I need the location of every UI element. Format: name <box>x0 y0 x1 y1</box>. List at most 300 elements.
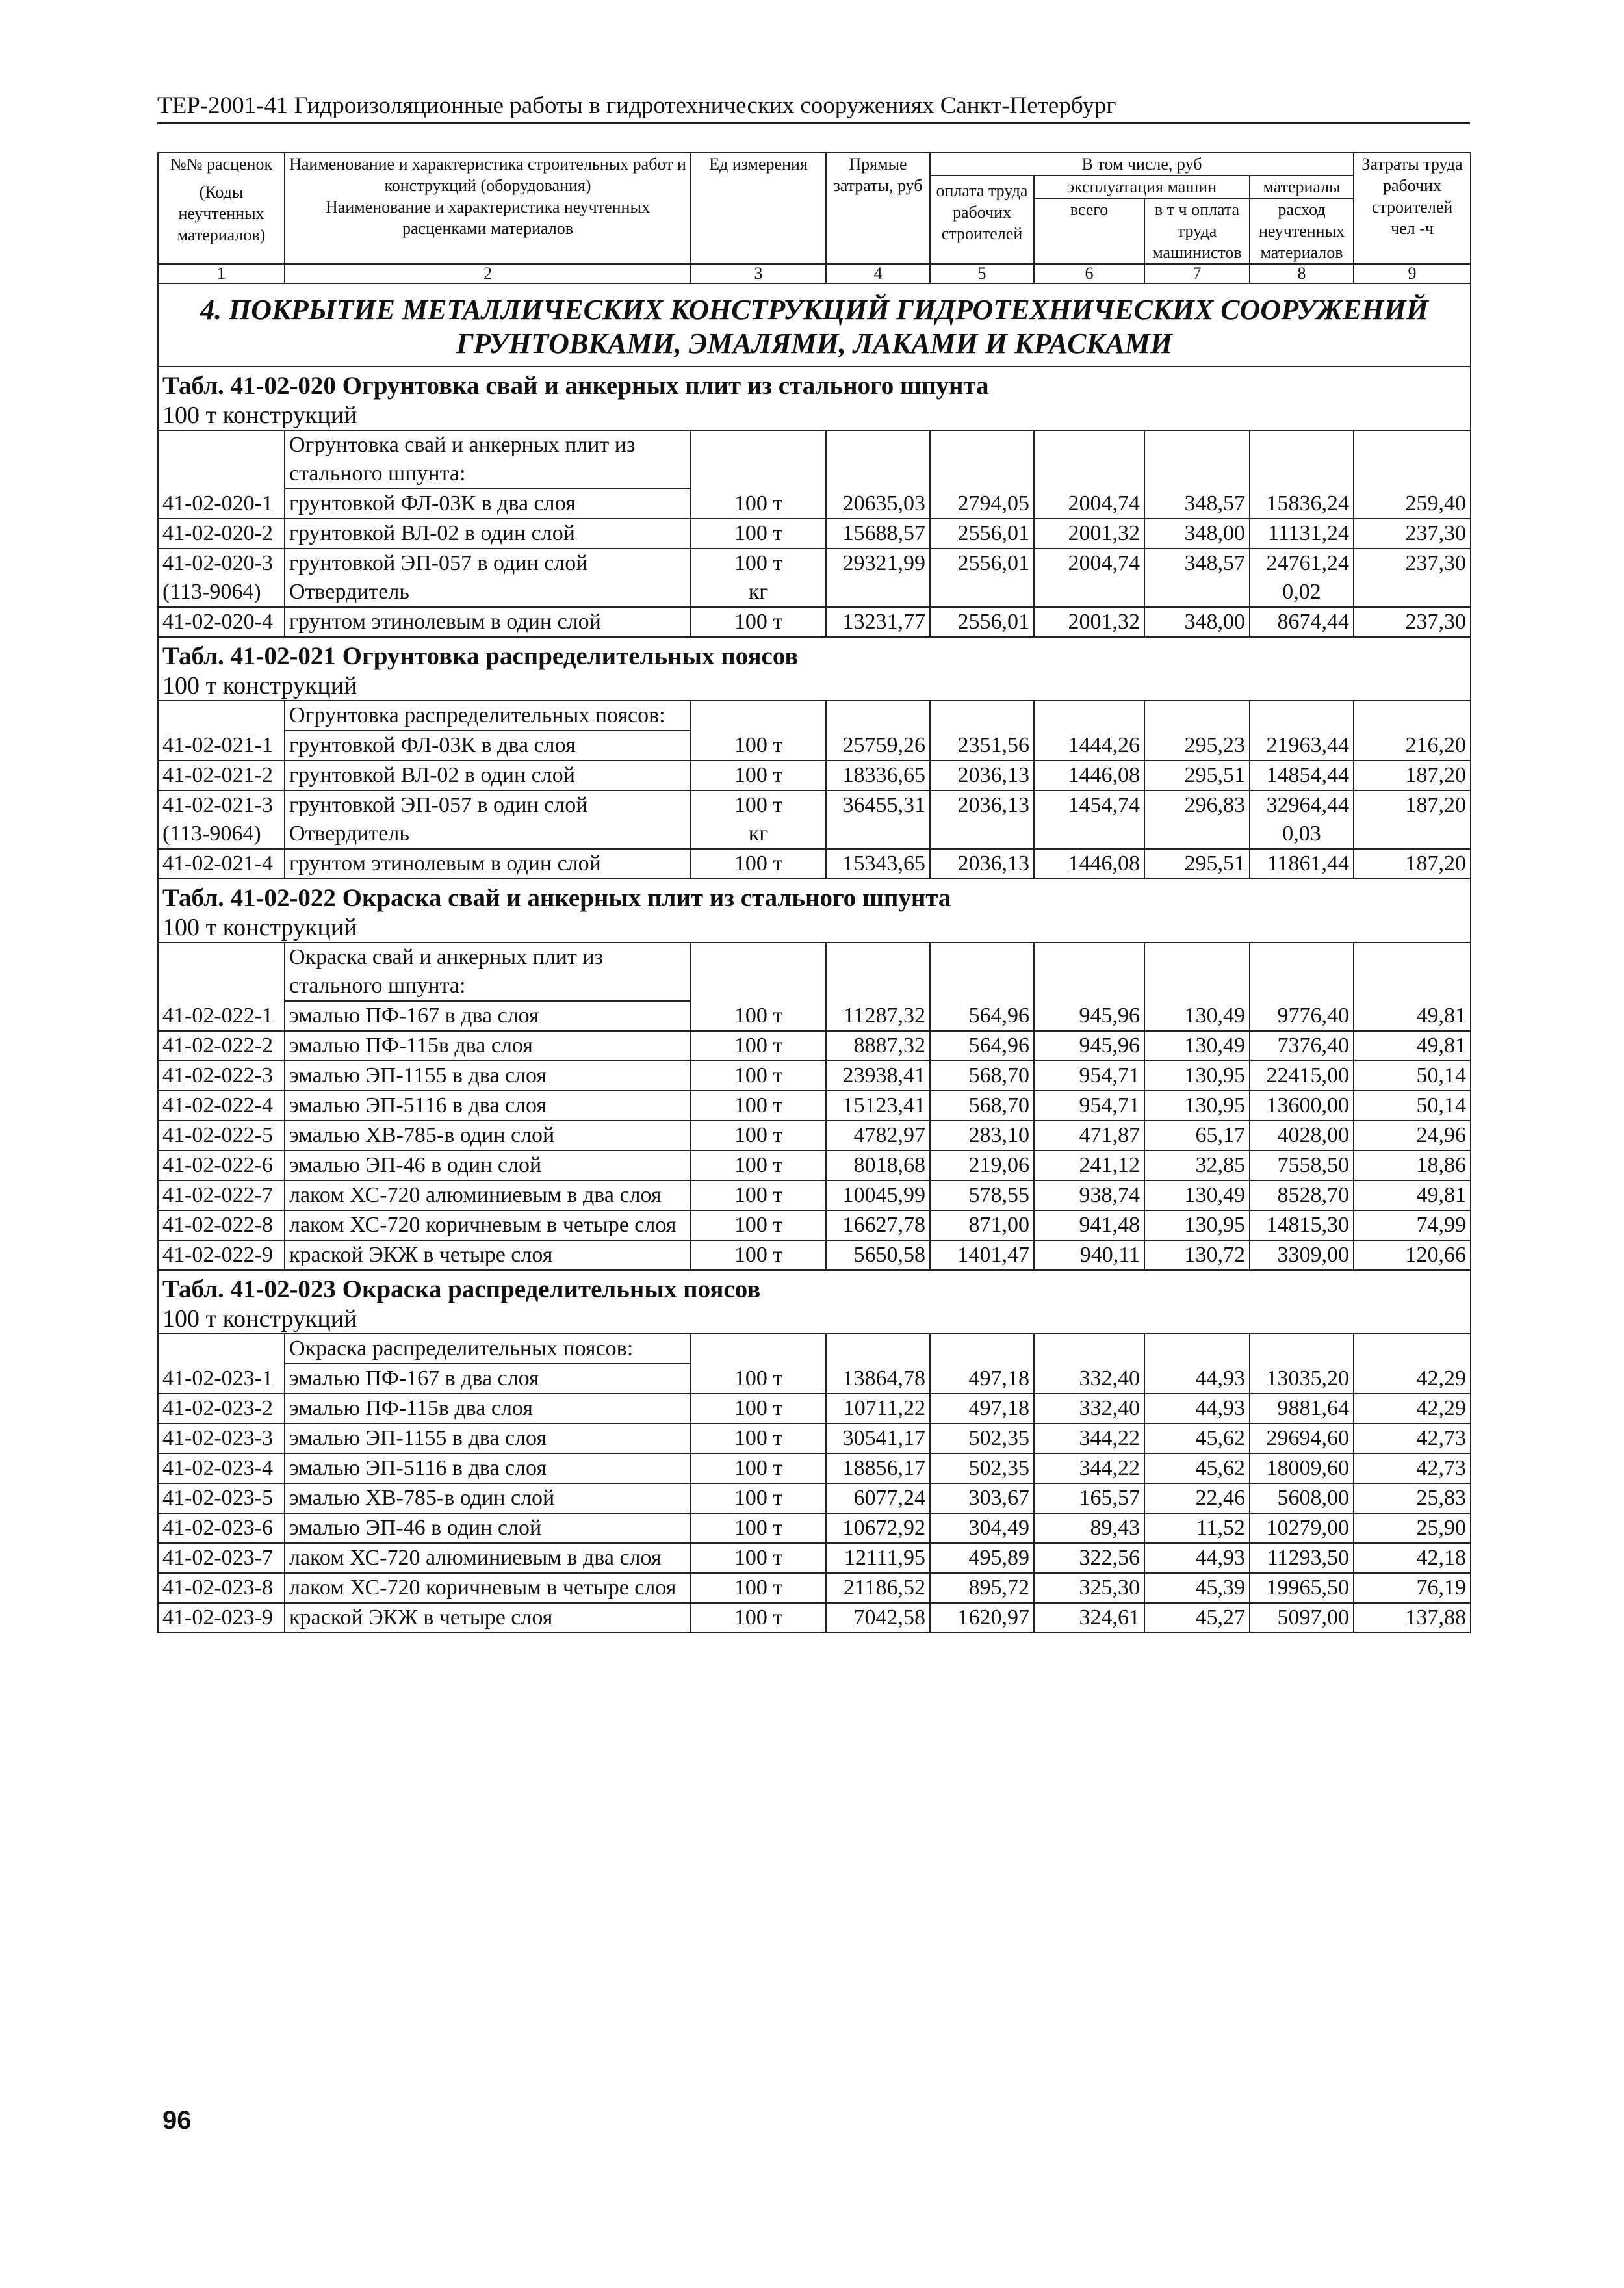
table-unit: 100 т конструкций <box>158 1305 1471 1334</box>
rate-code: 41-02-022-3 <box>158 1061 285 1091</box>
direct-cell: 8887,32 <box>826 1031 930 1061</box>
direct-cell: 15688,57 <box>826 519 930 549</box>
materials-cell: 14815,30 <box>1250 1210 1354 1240</box>
laborpay-cell: 497,18 <box>930 1334 1034 1394</box>
direct-cell: 4782,97 <box>826 1121 930 1150</box>
labor-cell: 49,81 <box>1354 1180 1471 1210</box>
work-name: грунтовкой ЭП-057 в один слой Отвердитель <box>285 790 691 849</box>
work-name: краской ЭКЖ в четыре слоя <box>285 1603 691 1633</box>
group-row <box>158 942 1471 1001</box>
col-unit-header: Ед измерения <box>691 153 826 264</box>
laborpay-cell: 2794,05 <box>930 430 1034 519</box>
rate-code: 41-02-020-4 <box>158 607 285 637</box>
col-machines-header: эксплуатация машин <box>1034 176 1250 198</box>
col-code-header: №№ расценок (Коды неучтенных материалов) <box>158 153 285 264</box>
table-row <box>158 1573 1471 1603</box>
machpay-cell: 45,39 <box>1144 1573 1250 1603</box>
table-row <box>158 1150 1471 1180</box>
table-unit: 100 т конструкций <box>158 671 1471 701</box>
machines-cell: 2004,74 <box>1034 430 1144 519</box>
unit-cell: 100 т кг <box>691 549 826 607</box>
table-row <box>158 1424 1471 1453</box>
table-row <box>158 1240 1471 1270</box>
labor-cell: 216,20 <box>1354 701 1471 760</box>
direct-cell: 15343,65 <box>826 849 930 879</box>
unit-cell: 100 т <box>691 519 826 549</box>
direct-cell: 8018,68 <box>826 1150 930 1180</box>
rate-code: 41-02-022-8 <box>158 1210 285 1240</box>
unit-cell: 100 т <box>691 1543 826 1573</box>
materials-cell: 22415,00 <box>1250 1061 1354 1091</box>
col-incl-header: В том числе, руб <box>930 153 1354 176</box>
unit-cell: 100 т <box>691 1453 826 1483</box>
machpay-cell: 44,93 <box>1144 1543 1250 1573</box>
labor-cell: 50,14 <box>1354 1061 1471 1091</box>
unit-cell: 100 т <box>691 1603 826 1633</box>
labor-cell: 50,14 <box>1354 1091 1471 1121</box>
group-row <box>158 701 1471 731</box>
work-name: эмалью ХВ-785-в один слой <box>285 1483 691 1513</box>
direct-cell: 23938,41 <box>826 1061 930 1091</box>
rate-code: 41-02-022-4 <box>158 1091 285 1121</box>
rates-table <box>157 152 1471 1633</box>
labor-cell: 237,30 <box>1354 519 1471 549</box>
table-title-row <box>158 879 1471 913</box>
table-title-row <box>158 637 1471 671</box>
materials-cell: 9776,40 <box>1250 942 1354 1031</box>
materials-cell: 21963,44 <box>1250 701 1354 760</box>
direct-cell: 13231,77 <box>826 607 930 637</box>
col-num: 1 <box>158 264 285 283</box>
materials-cell: 29694,60 <box>1250 1424 1354 1453</box>
table-row <box>158 849 1471 879</box>
machpay-cell: 130,95 <box>1144 1210 1250 1240</box>
unit-cell: 100 т <box>691 1150 826 1180</box>
machpay-cell: 348,00 <box>1144 519 1250 549</box>
materials-cell: 7376,40 <box>1250 1031 1354 1061</box>
unit-cell: 100 т <box>691 1031 826 1061</box>
work-name: эмалью ХВ-785-в один слой <box>285 1121 691 1150</box>
materials-cell: 19965,50 <box>1250 1573 1354 1603</box>
machpay-cell: 130,49 <box>1144 1180 1250 1210</box>
machines-cell: 941,48 <box>1034 1210 1144 1240</box>
unit-cell: 100 т <box>691 1121 826 1150</box>
rate-code: 41-02-022-7 <box>158 1180 285 1210</box>
unit-cell: 100 т <box>691 760 826 790</box>
materials-cell: 5608,00 <box>1250 1483 1354 1513</box>
direct-cell: 20635,03 <box>826 430 930 519</box>
labor-cell: 237,30 <box>1354 549 1471 607</box>
table-row <box>158 1453 1471 1483</box>
unit-cell: 100 т <box>691 1240 826 1270</box>
labor-cell: 24,96 <box>1354 1121 1471 1150</box>
table-row <box>158 790 1471 849</box>
direct-cell: 10045,99 <box>826 1180 930 1210</box>
materials-cell: 24761,24 0,02 <box>1250 549 1354 607</box>
unit-cell: 100 т <box>691 1513 826 1543</box>
direct-cell: 10711,22 <box>826 1394 930 1424</box>
machines-cell: 1446,08 <box>1034 849 1144 879</box>
labor-cell: 42,73 <box>1354 1424 1471 1453</box>
table-title-row <box>158 1270 1471 1305</box>
materials-cell: 3309,00 <box>1250 1240 1354 1270</box>
machpay-cell: 130,49 <box>1144 1031 1250 1061</box>
table-row <box>158 1031 1471 1061</box>
rate-code: 41-02-023-1 <box>158 1334 285 1394</box>
table-row <box>158 1543 1471 1573</box>
materials-cell: 11131,24 <box>1250 519 1354 549</box>
direct-cell: 15123,41 <box>826 1091 930 1121</box>
laborpay-cell: 1401,47 <box>930 1240 1034 1270</box>
col-machines-pay-header: в т ч оплата труда машинистов <box>1144 198 1250 264</box>
table-unit: 100 т конструкций <box>158 401 1471 430</box>
work-name: эмалью ПФ-115в два слоя <box>285 1031 691 1061</box>
rate-code: 41-02-020-3 (113-9064) <box>158 549 285 607</box>
machines-cell: 344,22 <box>1034 1453 1144 1483</box>
col-direct-header: Прямые затраты, руб <box>826 153 930 264</box>
work-name: грунтовкой ЭП-057 в один слой Отвердитель <box>285 549 691 607</box>
table-row <box>158 549 1471 607</box>
machines-cell: 954,71 <box>1034 1061 1144 1091</box>
labor-cell: 137,88 <box>1354 1603 1471 1633</box>
direct-cell: 21186,52 <box>826 1573 930 1603</box>
machpay-cell: 44,93 <box>1144 1394 1250 1424</box>
col-num: 8 <box>1250 264 1354 283</box>
work-name: грунтовкой ФЛ-03К в два слоя <box>285 731 691 760</box>
rate-code: 41-02-020-1 <box>158 430 285 519</box>
materials-cell: 18009,60 <box>1250 1453 1354 1483</box>
unit-cell: 100 т <box>691 1424 826 1453</box>
work-name: лаком ХС-720 коричневым в четыре слоя <box>285 1573 691 1603</box>
materials-cell: 15836,24 <box>1250 430 1354 519</box>
table-unit-row <box>158 401 1471 430</box>
col-machines-total-header: всего <box>1034 198 1144 264</box>
direct-cell: 25759,26 <box>826 701 930 760</box>
machines-cell: 322,56 <box>1034 1543 1144 1573</box>
labor-cell: 259,40 <box>1354 430 1471 519</box>
materials-cell: 5097,00 <box>1250 1603 1354 1633</box>
direct-cell: 18856,17 <box>826 1453 930 1483</box>
laborpay-cell: 303,67 <box>930 1483 1034 1513</box>
laborpay-cell: 497,18 <box>930 1394 1034 1424</box>
direct-cell: 12111,95 <box>826 1543 930 1573</box>
table-row <box>158 607 1471 637</box>
labor-cell: 49,81 <box>1354 1031 1471 1061</box>
labor-cell: 74,99 <box>1354 1210 1471 1240</box>
col-materials-header: материалы <box>1250 176 1354 198</box>
machines-cell: 332,40 <box>1034 1334 1144 1394</box>
labor-cell: 187,20 <box>1354 760 1471 790</box>
direct-cell: 6077,24 <box>826 1483 930 1513</box>
work-name: грунтовкой ВЛ-02 в один слой <box>285 760 691 790</box>
table-row <box>158 1091 1471 1121</box>
machines-cell: 940,11 <box>1034 1240 1144 1270</box>
materials-cell: 13035,20 <box>1250 1334 1354 1394</box>
labor-cell: 49,81 <box>1354 942 1471 1031</box>
machpay-cell: 45,62 <box>1144 1424 1250 1453</box>
laborpay-cell: 568,70 <box>930 1061 1034 1091</box>
materials-cell: 32964,44 0,03 <box>1250 790 1354 849</box>
direct-cell: 29321,99 <box>826 549 930 607</box>
machines-cell: 89,43 <box>1034 1513 1144 1543</box>
laborpay-cell: 304,49 <box>930 1513 1034 1543</box>
machines-cell: 945,96 <box>1034 1031 1144 1061</box>
direct-cell: 36455,31 <box>826 790 930 849</box>
laborpay-cell: 895,72 <box>930 1573 1034 1603</box>
rate-code: 41-02-023-2 <box>158 1394 285 1424</box>
unit-cell: 100 т <box>691 1334 826 1394</box>
machpay-cell: 11,52 <box>1144 1513 1250 1543</box>
direct-cell: 13864,78 <box>826 1334 930 1394</box>
machpay-cell: 44,93 <box>1144 1334 1250 1394</box>
machines-cell: 344,22 <box>1034 1424 1144 1453</box>
table-row <box>158 1394 1471 1424</box>
group-label: Окраска свай и анкерных плит из стального шпунта: <box>285 942 691 1001</box>
direct-cell: 7042,58 <box>826 1603 930 1633</box>
labor-cell: 42,18 <box>1354 1543 1471 1573</box>
laborpay-cell: 2351,56 <box>930 701 1034 760</box>
unit-cell: 100 т <box>691 430 826 519</box>
rate-code: 41-02-023-4 <box>158 1453 285 1483</box>
col-num: 9 <box>1354 264 1471 283</box>
table-title-row <box>158 367 1471 401</box>
direct-cell: 10672,92 <box>826 1513 930 1543</box>
machines-cell: 471,87 <box>1034 1121 1144 1150</box>
labor-cell: 42,73 <box>1354 1453 1471 1483</box>
labor-cell: 25,83 <box>1354 1483 1471 1513</box>
work-name: грунтовкой ВЛ-02 в один слой <box>285 519 691 549</box>
unit-cell: 100 т <box>691 1061 826 1091</box>
machpay-cell: 296,83 <box>1144 790 1250 849</box>
rate-code: 41-02-022-2 <box>158 1031 285 1061</box>
table-title: Табл. 41-02-022 Окраска свай и анкерных плит из стального шпунта <box>158 879 1471 913</box>
work-name: эмалью ЭП-46 в один слой <box>285 1513 691 1543</box>
col-num: 2 <box>285 264 691 283</box>
table-title: Табл. 41-02-021 Огрунтовка распределительных поясов <box>158 637 1471 671</box>
unit-cell: 100 т <box>691 1483 826 1513</box>
page-number: 96 <box>162 2106 192 2135</box>
machpay-cell: 295,51 <box>1144 760 1250 790</box>
group-label: Огрунтовка свай и анкерных плит из стального шпунта: <box>285 430 691 489</box>
table-body <box>158 283 1471 1633</box>
labor-cell: 76,19 <box>1354 1573 1471 1603</box>
rate-code: 41-02-023-7 <box>158 1543 285 1573</box>
machines-cell: 945,96 <box>1034 942 1144 1031</box>
page-header: ТЕР-2001-41 Гидроизоляционные работы в гидротехнических сооружениях Санкт-Петербург <box>157 91 1470 124</box>
machpay-cell: 130,95 <box>1144 1091 1250 1121</box>
laborpay-cell: 568,70 <box>930 1091 1034 1121</box>
work-name: эмалью ЭП-5116 в два слоя <box>285 1091 691 1121</box>
work-name: лаком ХС-720 алюминиевым в два слоя <box>285 1180 691 1210</box>
table-head <box>158 153 1471 283</box>
rate-code: 41-02-022-1 <box>158 942 285 1031</box>
table-row <box>158 1180 1471 1210</box>
labor-cell: 237,30 <box>1354 607 1471 637</box>
labor-cell: 187,20 <box>1354 849 1471 879</box>
group-label: Огрунтовка распределительных поясов: <box>285 701 691 731</box>
col-name-header: Наименование и характеристика строительных работ и конструкций (оборудования) Наименование и характеристика неучтенных расценками материалов <box>285 153 691 264</box>
machpay-cell: 348,00 <box>1144 607 1250 637</box>
machpay-cell: 32,85 <box>1144 1150 1250 1180</box>
machines-cell: 165,57 <box>1034 1483 1144 1513</box>
materials-cell: 10279,00 <box>1250 1513 1354 1543</box>
machines-cell: 241,12 <box>1034 1150 1144 1180</box>
table-row <box>158 1483 1471 1513</box>
laborpay-cell: 495,89 <box>930 1543 1034 1573</box>
rate-code: 41-02-023-3 <box>158 1424 285 1453</box>
table-row <box>158 1603 1471 1633</box>
materials-cell: 4028,00 <box>1250 1121 1354 1150</box>
machpay-cell: 22,46 <box>1144 1483 1250 1513</box>
unit-cell: 100 т <box>691 1394 826 1424</box>
unit-cell: 100 т <box>691 1091 826 1121</box>
laborpay-cell: 2556,01 <box>930 549 1034 607</box>
labor-cell: 25,90 <box>1354 1513 1471 1543</box>
work-name: грунтом этинолевым в один слой <box>285 849 691 879</box>
materials-cell: 8674,44 <box>1250 607 1354 637</box>
laborpay-cell: 502,35 <box>930 1424 1034 1453</box>
machines-cell: 2001,32 <box>1034 607 1144 637</box>
work-name: эмалью ЭП-46 в один слой <box>285 1150 691 1180</box>
col-laborpay-header: оплата труда рабочих строителей <box>930 176 1034 264</box>
direct-cell: 16627,78 <box>826 1210 930 1240</box>
table-unit: 100 т конструкций <box>158 913 1471 942</box>
machpay-cell: 348,57 <box>1144 430 1250 519</box>
work-name: эмалью ЭП-1155 в два слоя <box>285 1061 691 1091</box>
work-name: краской ЭКЖ в четыре слоя <box>285 1240 691 1270</box>
machpay-cell: 295,51 <box>1144 849 1250 879</box>
labor-cell: 42,29 <box>1354 1394 1471 1424</box>
machines-cell: 1446,08 <box>1034 760 1144 790</box>
machines-cell: 2001,32 <box>1034 519 1144 549</box>
machpay-cell: 45,27 <box>1144 1603 1250 1633</box>
section-title: 4. ПОКРЫТИЕ МЕТАЛЛИЧЕСКИХ КОНСТРУКЦИЙ ГИДРОТЕХНИЧЕСКИХ СООРУЖЕНИЙ ГРУНТОВКАМИ, ЭМАЛЯМИ, ЛАКАМИ И КРАСКАМИ <box>158 283 1471 367</box>
machpay-cell: 295,23 <box>1144 701 1250 760</box>
rate-code: 41-02-023-6 <box>158 1513 285 1543</box>
laborpay-cell: 578,55 <box>930 1180 1034 1210</box>
laborpay-cell: 2036,13 <box>930 790 1034 849</box>
laborpay-cell: 1620,97 <box>930 1603 1034 1633</box>
machines-cell: 1454,74 <box>1034 790 1144 849</box>
col-num: 4 <box>826 264 930 283</box>
table-title: Табл. 41-02-020 Огрунтовка свай и анкерных плит из стального шпунта <box>158 367 1471 401</box>
table-row <box>158 1513 1471 1543</box>
rate-code: 41-02-021-3 (113-9064) <box>158 790 285 849</box>
table-row <box>158 1061 1471 1091</box>
direct-cell: 11287,32 <box>826 942 930 1031</box>
materials-cell: 11861,44 <box>1250 849 1354 879</box>
machines-cell: 324,61 <box>1034 1603 1144 1633</box>
machpay-cell: 348,57 <box>1144 549 1250 607</box>
col-num: 7 <box>1144 264 1250 283</box>
rate-code: 41-02-023-8 <box>158 1573 285 1603</box>
column-numbers-row <box>158 264 1471 283</box>
table-title: Табл. 41-02-023 Окраска распределительных поясов <box>158 1270 1471 1305</box>
work-name: лаком ХС-720 алюминиевым в два слоя <box>285 1543 691 1573</box>
table-row <box>158 519 1471 549</box>
unit-cell: 100 т <box>691 701 826 760</box>
work-name: грунтовкой ФЛ-03К в два слоя <box>285 489 691 519</box>
labor-cell: 120,66 <box>1354 1240 1471 1270</box>
work-name: лаком ХС-720 коричневым в четыре слоя <box>285 1210 691 1240</box>
unit-cell: 100 т <box>691 1180 826 1210</box>
rate-code: 41-02-022-5 <box>158 1121 285 1150</box>
materials-cell: 13600,00 <box>1250 1091 1354 1121</box>
unit-cell: 100 т <box>691 849 826 879</box>
materials-cell: 9881,64 <box>1250 1394 1354 1424</box>
machines-cell: 2004,74 <box>1034 549 1144 607</box>
laborpay-cell: 564,96 <box>930 942 1034 1031</box>
rate-code: 41-02-023-9 <box>158 1603 285 1633</box>
machines-cell: 954,71 <box>1034 1091 1144 1121</box>
machines-cell: 325,30 <box>1034 1573 1144 1603</box>
work-name: эмалью ЭП-5116 в два слоя <box>285 1453 691 1483</box>
laborpay-cell: 2556,01 <box>930 607 1034 637</box>
rate-code: 41-02-021-4 <box>158 849 285 879</box>
laborpay-cell: 2556,01 <box>930 519 1034 549</box>
table-unit-row <box>158 671 1471 701</box>
unit-cell: 100 т <box>691 942 826 1031</box>
rate-code: 41-02-021-1 <box>158 701 285 760</box>
group-row <box>158 430 1471 489</box>
machpay-cell: 45,62 <box>1144 1453 1250 1483</box>
materials-cell: 7558,50 <box>1250 1150 1354 1180</box>
materials-cell: 14854,44 <box>1250 760 1354 790</box>
labor-cell: 187,20 <box>1354 790 1471 849</box>
machpay-cell: 130,72 <box>1144 1240 1250 1270</box>
table-row <box>158 1121 1471 1150</box>
laborpay-cell: 219,06 <box>930 1150 1034 1180</box>
col-num: 5 <box>930 264 1034 283</box>
rate-code: 41-02-022-6 <box>158 1150 285 1180</box>
machines-cell: 1444,26 <box>1034 701 1144 760</box>
machines-cell: 332,40 <box>1034 1394 1144 1424</box>
laborpay-cell: 283,10 <box>930 1121 1034 1150</box>
work-name: эмалью ЭП-1155 в два слоя <box>285 1424 691 1453</box>
labor-cell: 18,86 <box>1354 1150 1471 1180</box>
materials-cell: 8528,70 <box>1250 1180 1354 1210</box>
laborpay-cell: 871,00 <box>930 1210 1034 1240</box>
col-num: 3 <box>691 264 826 283</box>
labor-cell: 42,29 <box>1354 1334 1471 1394</box>
table-row <box>158 1210 1471 1240</box>
unit-cell: 100 т <box>691 607 826 637</box>
work-name: эмалью ПФ-167 в два слоя <box>285 1001 691 1031</box>
rate-code: 41-02-022-9 <box>158 1240 285 1270</box>
table-unit-row <box>158 1305 1471 1334</box>
group-row <box>158 1334 1471 1364</box>
direct-cell: 5650,58 <box>826 1240 930 1270</box>
laborpay-cell: 502,35 <box>930 1453 1034 1483</box>
col-materials-sub-header: расход неучтенных материалов <box>1250 198 1354 264</box>
rate-code: 41-02-023-5 <box>158 1483 285 1513</box>
machpay-cell: 65,17 <box>1144 1121 1250 1150</box>
rate-code: 41-02-021-2 <box>158 760 285 790</box>
work-name: эмалью ПФ-167 в два слоя <box>285 1364 691 1394</box>
machpay-cell: 130,49 <box>1144 942 1250 1031</box>
unit-cell: 100 т <box>691 1210 826 1240</box>
rate-code: 41-02-020-2 <box>158 519 285 549</box>
work-name: грунтом этинолевым в один слой <box>285 607 691 637</box>
direct-cell: 18336,65 <box>826 760 930 790</box>
table-unit-row <box>158 913 1471 942</box>
laborpay-cell: 564,96 <box>930 1031 1034 1061</box>
section-title-row <box>158 283 1471 367</box>
machpay-cell: 130,95 <box>1144 1061 1250 1091</box>
col-num: 6 <box>1034 264 1144 283</box>
unit-cell: 100 т <box>691 1573 826 1603</box>
work-name: эмалью ПФ-115в два слоя <box>285 1394 691 1424</box>
